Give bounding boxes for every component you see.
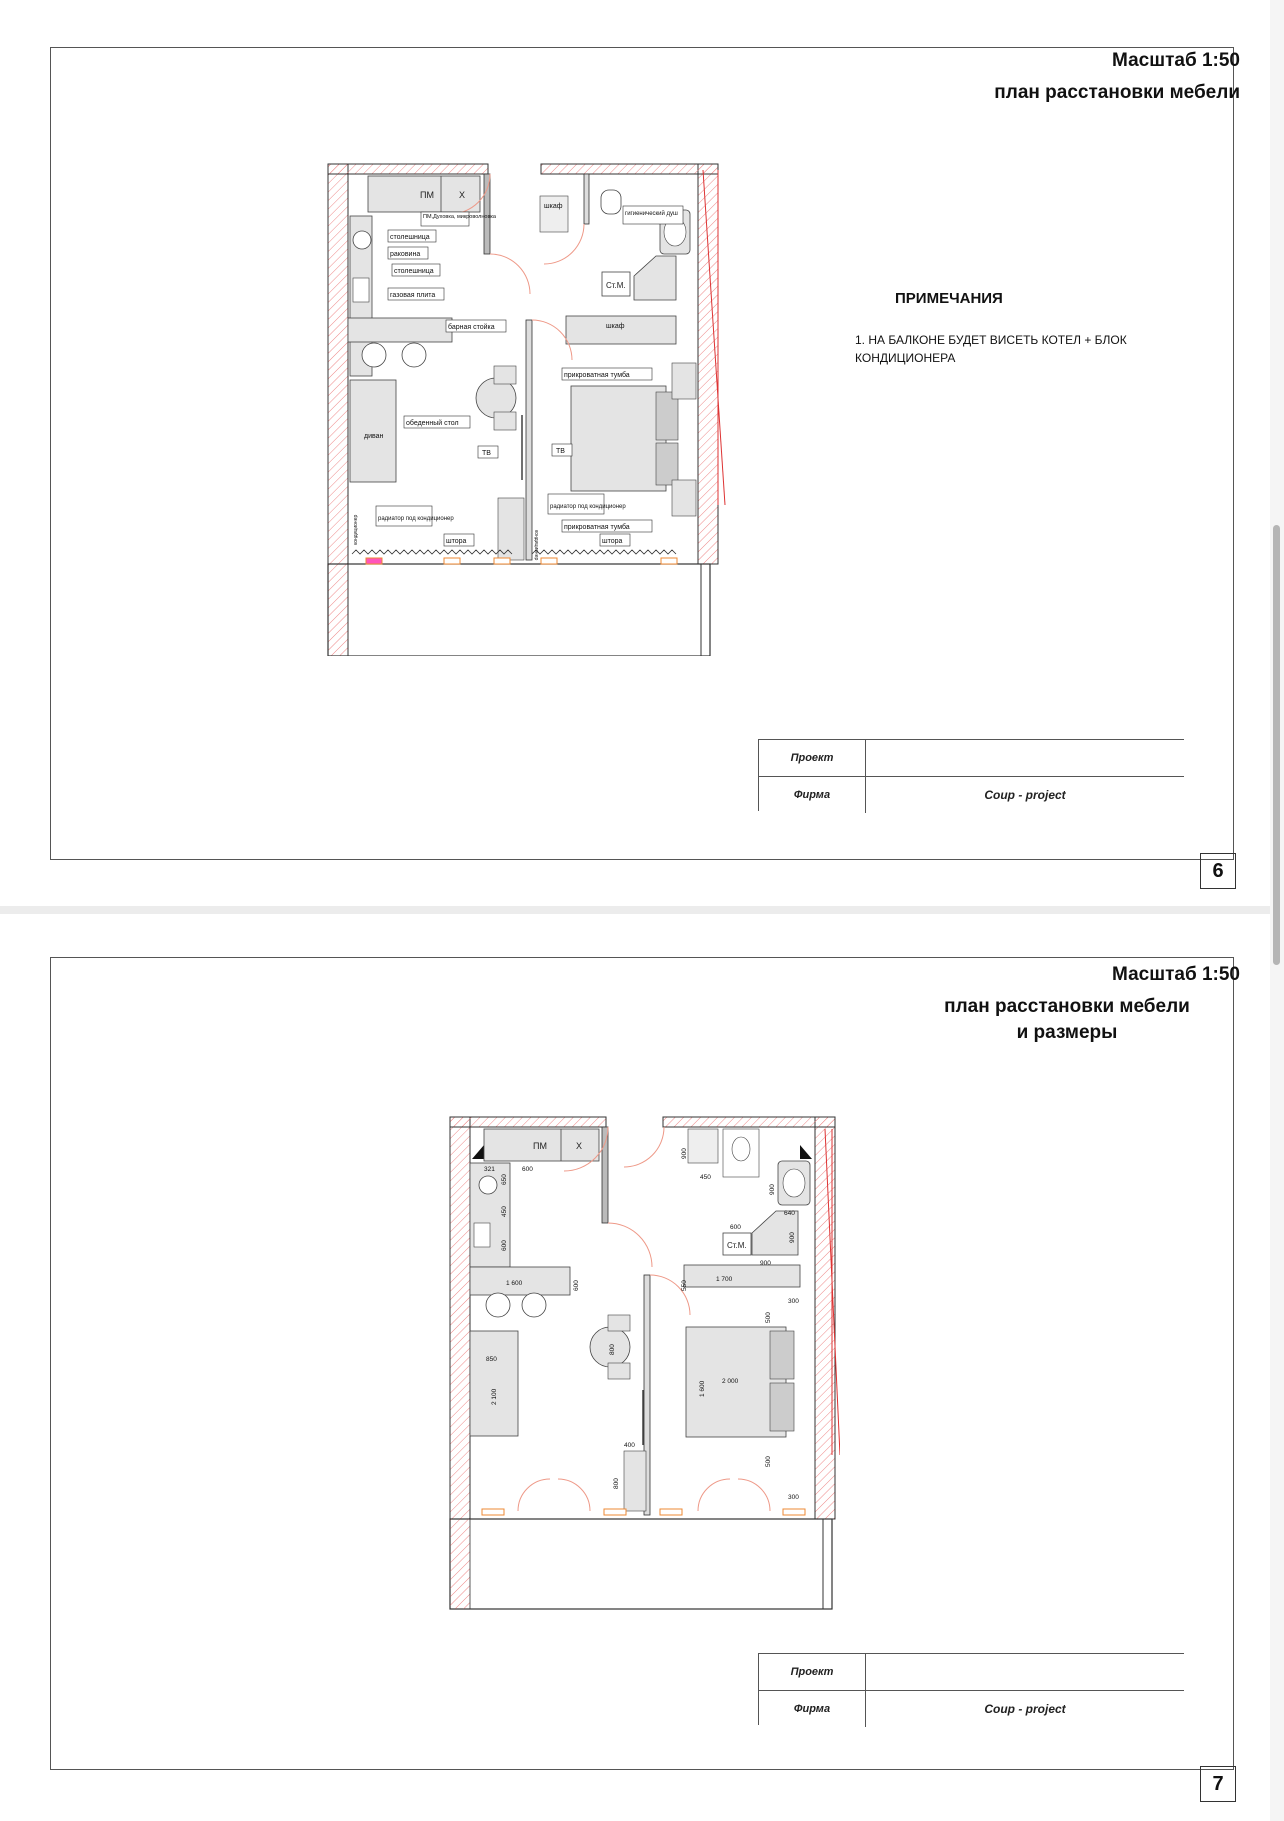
stamp-row-project bbox=[759, 1654, 1184, 1690]
label-dining-table: обеденный стол bbox=[406, 420, 459, 427]
dim: 640 bbox=[784, 1210, 795, 1217]
dim: 600 bbox=[573, 1280, 580, 1291]
label-sofa: диван bbox=[364, 433, 384, 440]
label-curtain-1: штора bbox=[446, 538, 467, 545]
label-ac-1: кондиционер bbox=[353, 514, 359, 545]
floor-plan-furniture bbox=[326, 160, 726, 656]
drawing-sheet-7 bbox=[0, 914, 1270, 1821]
label-ac-2: кондиционер bbox=[533, 530, 539, 561]
label-radiator-1: радиатор под кондиционер bbox=[378, 516, 454, 522]
stamp-project-value bbox=[866, 1654, 1184, 1690]
label-wardrobe-2: шкаф bbox=[606, 323, 625, 330]
label-curtain-2: штора bbox=[602, 538, 623, 545]
label-bar-counter: барная стойка bbox=[448, 324, 495, 331]
dim: 850 bbox=[486, 1356, 497, 1363]
notes-text bbox=[855, 331, 1155, 367]
dim: 300 bbox=[788, 1494, 799, 1501]
sheet-title bbox=[994, 80, 1240, 106]
label-tv-2: ТВ bbox=[556, 448, 565, 455]
stamp-project-label: Проект bbox=[759, 1654, 866, 1690]
sheet-title-line: план расстановки мебели bbox=[994, 82, 1240, 103]
label-nightstand-1: прикроватная тумба bbox=[564, 372, 630, 379]
stamp-row-project bbox=[759, 740, 1184, 776]
floor-plan-dimensions bbox=[448, 1115, 840, 1611]
vertical-scrollbar[interactable] bbox=[1270, 0, 1284, 1821]
stamp-firm-label: Фирма bbox=[759, 1691, 866, 1727]
dim: 450 bbox=[501, 1206, 508, 1217]
dim: 900 bbox=[789, 1232, 796, 1243]
label-shower: гигиенический душ bbox=[625, 211, 678, 217]
dim: 900 bbox=[681, 1148, 688, 1159]
title-block bbox=[880, 50, 1240, 120]
title-stamp bbox=[758, 739, 1184, 811]
dim: 2 000 bbox=[722, 1378, 739, 1385]
notes-heading: ПРИМЕЧАНИЯ bbox=[895, 290, 1003, 307]
title-stamp bbox=[758, 1653, 1184, 1725]
stamp-project-label: Проект bbox=[759, 740, 866, 776]
note-line: КОНДИЦИОНЕРА bbox=[855, 351, 956, 365]
scrollbar-thumb[interactable] bbox=[1273, 525, 1280, 965]
dim: 600 bbox=[522, 1166, 533, 1173]
label-sink: раковина bbox=[390, 251, 421, 258]
title-block bbox=[880, 964, 1240, 1054]
label-x: Х bbox=[576, 1141, 583, 1151]
dim: 650 bbox=[501, 1174, 508, 1185]
label-countertop-1: столешница bbox=[390, 234, 430, 241]
label-nightstand-2: прикроватная тумба bbox=[564, 524, 630, 531]
dim: 1 700 bbox=[716, 1276, 733, 1283]
label-wardrobe-1: шкаф bbox=[544, 203, 563, 210]
dim: 550 bbox=[681, 1280, 688, 1291]
dim: 2 100 bbox=[491, 1388, 498, 1405]
label-stove: газовая плита bbox=[390, 292, 436, 299]
dim: 1 600 bbox=[699, 1380, 706, 1397]
stamp-firm-value: Coup - project bbox=[984, 788, 1066, 802]
sheet-title-line: план расстановки мебели bbox=[944, 996, 1190, 1017]
page-number: 7 bbox=[1200, 1766, 1236, 1802]
scale-label: Масштаб 1:50 bbox=[1112, 50, 1240, 71]
dim: 600 bbox=[730, 1224, 741, 1231]
dim: 450 bbox=[700, 1174, 711, 1181]
dim: 300 bbox=[788, 1298, 799, 1305]
dimension-labels bbox=[484, 1148, 799, 1501]
label-radiator-2: радиатор под кондиционер bbox=[550, 504, 626, 510]
scale-label: Масштаб 1:50 bbox=[1112, 964, 1240, 985]
dim: 500 bbox=[765, 1456, 772, 1467]
label-x: Х bbox=[459, 190, 466, 200]
label-washer: Ст.М. bbox=[727, 1241, 747, 1250]
label-oven: ПМ,Духовка, микроволновка bbox=[423, 214, 496, 220]
sheet-title-line: и размеры bbox=[1016, 1022, 1118, 1043]
label-pm: ПМ bbox=[533, 1141, 547, 1151]
dim: 800 bbox=[609, 1344, 616, 1355]
dim: 800 bbox=[613, 1478, 620, 1489]
dim: 321 bbox=[484, 1166, 495, 1173]
dim: 400 bbox=[624, 1442, 635, 1449]
dim: 500 bbox=[765, 1312, 772, 1323]
label-tv-1: ТВ bbox=[482, 450, 491, 457]
drawing-sheet-6 bbox=[0, 0, 1270, 906]
dim: 1 600 bbox=[506, 1280, 523, 1287]
stamp-row-firm bbox=[759, 1690, 1184, 1727]
label-pm: ПМ bbox=[420, 190, 434, 200]
dim: 600 bbox=[501, 1240, 508, 1251]
stamp-firm-label: Фирма bbox=[759, 777, 866, 813]
stamp-project-value bbox=[866, 740, 1184, 776]
stamp-row-firm bbox=[759, 776, 1184, 813]
dim: 900 bbox=[769, 1184, 776, 1195]
stamp-firm-value: Coup - project bbox=[984, 1702, 1066, 1716]
sheet-title bbox=[880, 994, 1254, 1046]
dim: 900 bbox=[760, 1260, 771, 1267]
note-line: 1. НА БАЛКОНЕ БУДЕТ ВИСЕТЬ КОТЕЛ + БЛОК bbox=[855, 333, 1127, 347]
label-washer: Ст.М. bbox=[606, 281, 626, 290]
label-countertop-2: столешница bbox=[394, 268, 434, 275]
page-number: 6 bbox=[1200, 853, 1236, 889]
